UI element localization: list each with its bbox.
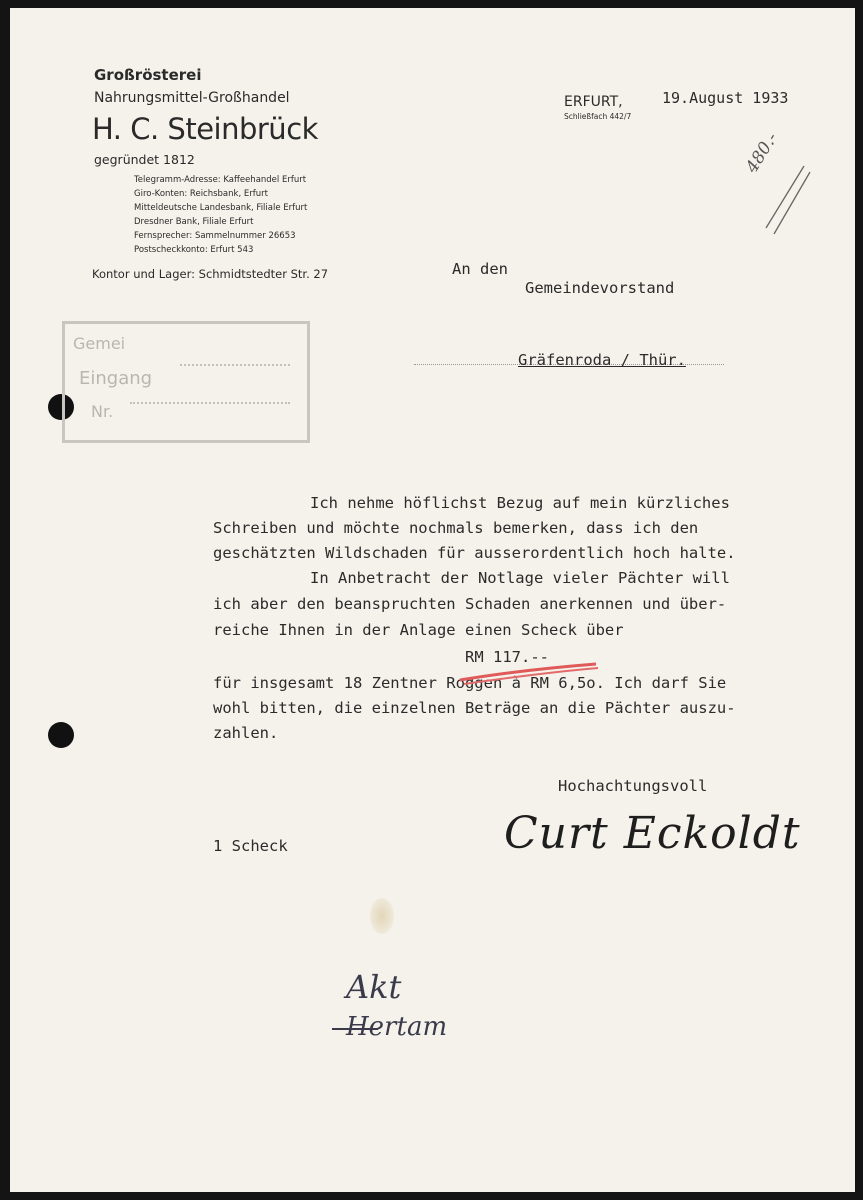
recipient-line2: Gemeindevorstand xyxy=(525,279,675,297)
recipient-line1: An den xyxy=(452,260,508,278)
letterhead-address: Kontor und Lager: Schmidtstedter Str. 27 xyxy=(92,267,329,281)
letterhead-detail: Mitteldeutsche Landesbank, Filiale Erfurt xyxy=(134,203,308,213)
received-stamp xyxy=(62,321,310,443)
stamp-line3: Nr. xyxy=(91,402,114,421)
body-line: Schreiben und möchte nochmals bemerken, dass ich den xyxy=(213,519,699,537)
check-amount: RM 117.-- xyxy=(465,648,549,666)
body-line: wohl bitten, die einzelnen Beträge an die Pächter auszu- xyxy=(213,699,736,717)
letterhead-line2: Nahrungsmittel-Großhandel xyxy=(94,90,290,106)
letterhead-detail: Dresdner Bank, Filiale Erfurt xyxy=(134,217,254,227)
body-line: zahlen. xyxy=(213,724,279,742)
letter-date: 19.August 1933 xyxy=(662,89,789,107)
body-line: ich aber den beanspruchten Schaden anerkennen und über- xyxy=(213,595,727,613)
letterhead-detail: Telegramm-Adresse: Kaffeehandel Erfurt xyxy=(134,175,307,185)
stamp-line1: Gemei xyxy=(73,334,126,353)
company-name: H. C. Steinbrück xyxy=(92,112,318,146)
stamp-dots xyxy=(130,402,290,404)
handwritten-note-line1: Akt xyxy=(346,968,402,1006)
body-line: In Anbetracht der Notlage vieler Pächter will xyxy=(310,569,730,587)
body-line: geschätzten Wildschaden für ausserordentlich hoch halte. xyxy=(213,544,736,562)
body-line: für insgesamt 18 Zentner Roggen à RM 6,5o. Ich darf Sie xyxy=(213,674,727,692)
recipient-line3: Gräfenroda / Thür. xyxy=(518,351,686,369)
signature: Curt Eckoldt xyxy=(504,808,801,859)
body-line: reiche Ihnen in der Anlage einen Scheck über xyxy=(213,621,624,639)
punch-hole-bottom xyxy=(48,722,74,748)
letterhead-detail: Fernsprecher: Sammelnummer 26653 xyxy=(134,231,296,241)
letter-page xyxy=(10,8,855,1192)
margin-note-strokes xyxy=(752,158,812,238)
letterhead-detail: Giro-Konten: Reichsbank, Erfurt xyxy=(134,189,268,199)
letterhead-line1: Großrösterei xyxy=(94,66,202,84)
letterhead-postbox: Schließfach 442/7 xyxy=(564,112,632,121)
paper-stain xyxy=(370,898,394,934)
stamp-dots xyxy=(180,364,290,366)
margin-note: 480.- xyxy=(742,129,783,177)
founded-line: gegründet 1812 xyxy=(94,152,195,167)
red-strike-mark xyxy=(456,656,606,696)
body-line: Ich nehme höflichst Bezug auf mein kürzliches xyxy=(310,494,730,512)
stamp-line2: Eingang xyxy=(79,368,153,389)
letterhead-detail: Postscheckkonto: Erfurt 543 xyxy=(134,245,254,255)
enclosure: 1 Scheck xyxy=(213,837,288,855)
letterhead-city: ERFURT, xyxy=(564,94,623,110)
closing: Hochachtungsvoll xyxy=(558,777,708,795)
handwritten-note-line2: Hertam xyxy=(346,1012,448,1042)
handwritten-strike xyxy=(332,1028,378,1030)
